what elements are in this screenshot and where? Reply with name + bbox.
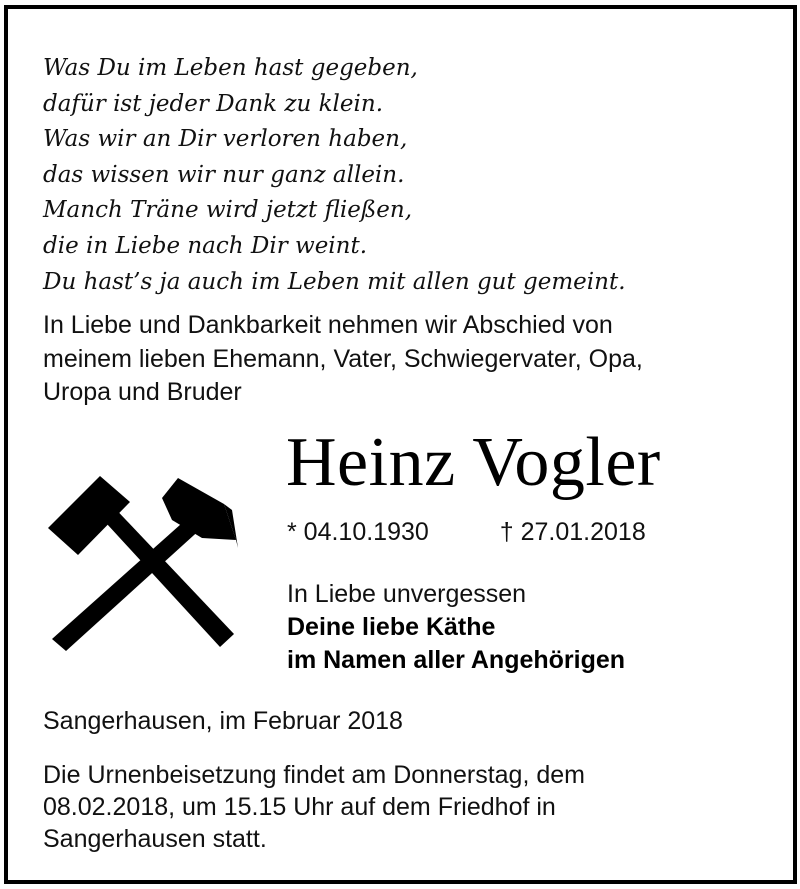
poem-line: das wissen wir nur ganz allein. [43, 161, 405, 188]
poem-line: die in Liebe nach Dir weint. [43, 232, 368, 259]
funeral-line: Die Urnenbeisetzung findet am Donnerstag, dem [43, 761, 585, 789]
poem-line: Du hast’s ja auch im Leben mit allen gut gemeint. [43, 268, 626, 295]
funeral-line: 08.02.2018, um 15.15 Uhr auf dem Friedhof in [43, 793, 556, 821]
signoff [287, 578, 625, 677]
life-dates [287, 517, 646, 547]
poem-line: Was Du im Leben hast gegeben, [43, 55, 418, 81]
intro-line: meinem lieben Ehemann, Vater, Schwiegervater, Opa, [43, 344, 643, 373]
deceased-name: Heinz Vogler [286, 424, 661, 501]
death-date: † 27.01.2018 [499, 518, 646, 546]
poem-line: dafür ist jeder Dank zu klein. [43, 90, 384, 117]
funeral-line: Sangerhausen statt. [43, 825, 267, 853]
intro-line: Uropa und Bruder [43, 378, 242, 406]
poem-line: Manch Träne wird jetzt fließen, [43, 197, 412, 224]
hammer-and-pick-icon [44, 468, 244, 654]
signoff-family: im Namen aller Angehörigen [287, 646, 626, 674]
memorial-poem [43, 51, 626, 300]
farewell-intro [43, 309, 643, 410]
signoff-sender: Deine liebe Käthe [287, 613, 496, 641]
birth-date: * 04.10.1930 [287, 518, 429, 546]
place-and-date: Sangerhausen, im Februar 2018 [43, 707, 403, 735]
signoff-line: In Liebe unvergessen [287, 580, 527, 608]
intro-line: In Liebe und Dankbarkeit nehmen wir Abschied von [43, 311, 613, 339]
funeral-notice [43, 759, 585, 855]
poem-line: Was wir an Dir verloren haben, [43, 126, 408, 153]
